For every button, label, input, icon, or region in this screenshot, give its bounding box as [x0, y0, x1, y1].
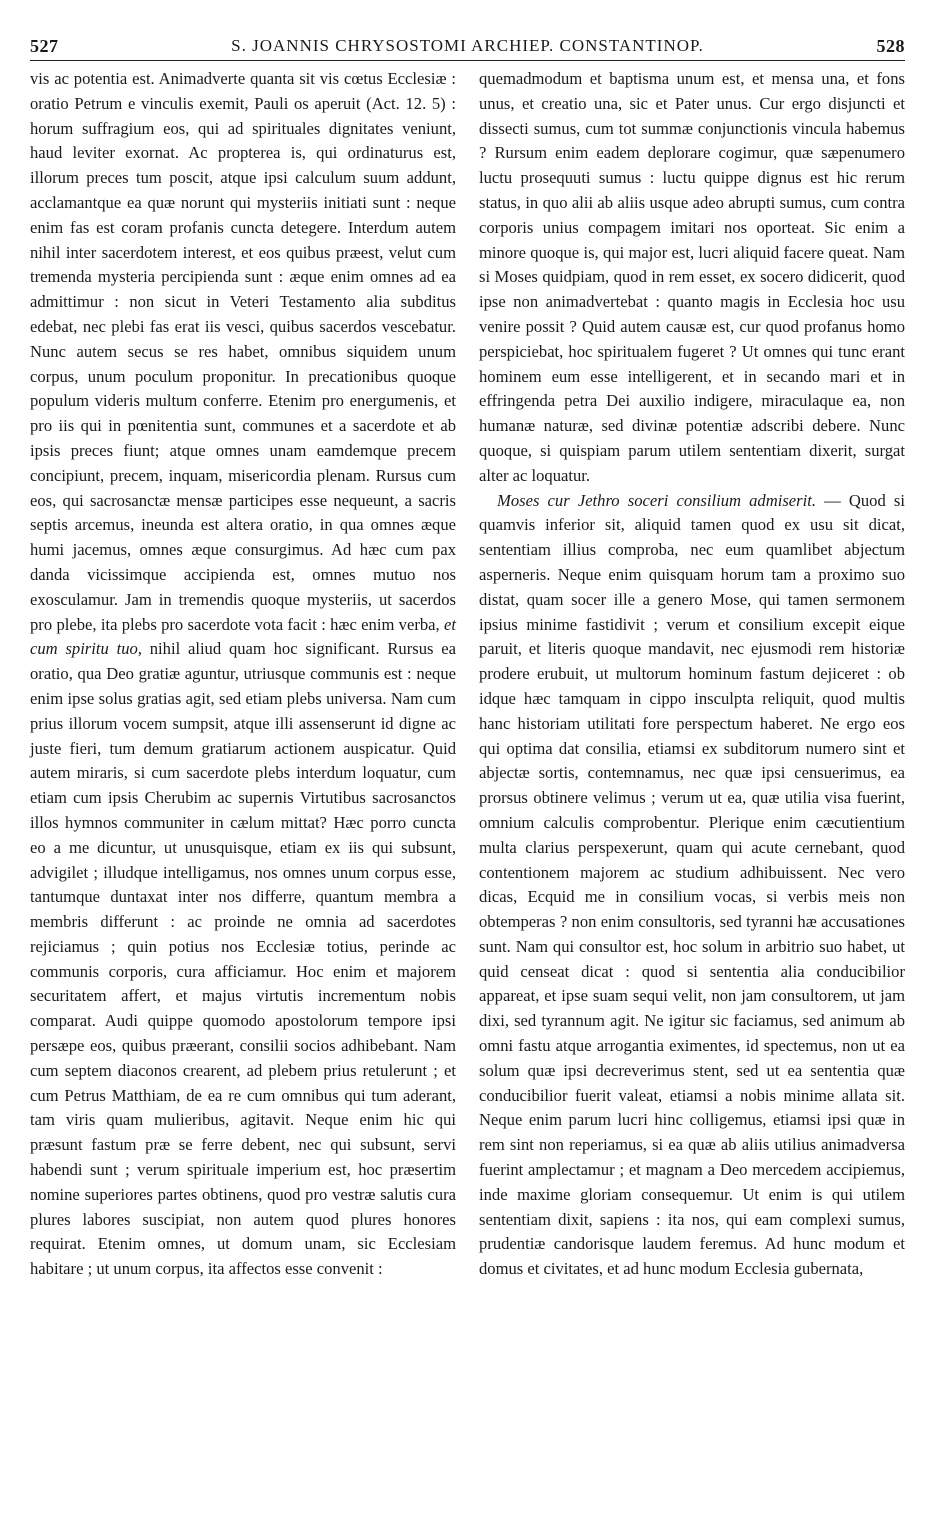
running-title: S. JOANNIS CHRYSOSTOMI ARCHIEP. CONSTANTINOP. [231, 36, 704, 55]
page-number-left: 527 [30, 36, 59, 56]
running-header [30, 30, 905, 61]
left-text-2: nihil aliud quam hoc significant. Rursus ea oratio, qua Deo gratiæ aguntur, utriusque communis est : neque enim ipse solus gratias agit, sed etiam plebs universa. Nam cum prius illorum vocem sumpsit, atque illi assenserunt id digne ac juste fieri, tum demum gratiarum actionem auspicatur. Quid autem miraris, si cum sacerdote plebs interdum loquatur, cum etiam cum ipsis Cherubim ac supernis Virtutibus sacrosanctos illos hymnos communiter in cælum mittat? Hæc porro cuncta eo a me dicuntur, ut unusquisque, etiam ex iis qui subsunt, advigilet ; illudque intelligamus, nos omnes unum corpus esse, tantumque duntaxat inter nos differre, quantum membra a membris differunt : ac proinde ne omnia ad sacerdotes rejiciamus ; quin potius nos Ecclesiæ totius, perinde ac communis corporis, cura afficiamur. Hoc enim et majorem securitatem affert, et majus virtutis incrementum nobis comparat. Audi quippe quomodo apostolorum tempore ipsi persæpe eos, quibus præerant, consilii socios adhibebant. Nam cum septem diaconos crearent, ad plebem prius retulerunt ; et cum Petrus Matthiam, de ea re cum omnibus qui tum aderant, tam viris quam mulieribus, agitavit. Neque enim hic qui præsunt fastum præ se ferre debent, nec qui subsunt, servi habendi sunt ; verum spirituale imperium est, hoc præsertim nomine superiores partes obtinens, quod pro vestræ salutis cura plures labores suscipiat, non autem quod plures honores requirat. Etenim omnes, ut domum unam, sic Ecclesiam habitare ; ut unum corpus, ita affectos esse convenit : [30, 639, 456, 1279]
right-column [479, 67, 905, 1282]
left-text-1: vis ac potentia est. Animadverte quanta sit vis cœtus Ecclesiæ : oratio Petrum e vinculis exemit, Pauli os aperuit (Act. 12. 5) : horum suffragium eos, qui ad spirituales dignitates veniunt, haud leviter exornat. Ac propterea is, qui ordinaturus est, illorum preces tum poscit, atque ipsi calculum suum addunt, acclamantque ea quæ norunt qui mysteriis initiati sunt : neque enim fas est coram profanis cuncta detegere. Interdum autem nihil inter sacerdotem interest, et eos quibus præest, velut cum tremenda mysteria percipienda sunt : æque enim omnes ad ea admittimur : non sicut in Veteri Testamento alia subditus edebat, nec plebi fas erat iis vesci, quibus sacerdos vescebatur. Nunc autem secus se res habet, omnibus siquidem unum corpus, unum poculum proponitur. In precationibus quoque populum videris multum conferre. Etenim pro energumenis, et pro iis qui in pœnitentia sunt, communes et a sacerdote et ab ipsis preces fiunt; atque omnes unam eamdemque precem concipiunt, precem, inquam, misericordia plenam. Rursus cum eos, qui sacrosanctæ mensæ participes esse nequeunt, a sacris septis arcemus, ineunda est altera oratio, in qua omnes æque humi jacemus, omnes æque consurgimus. Ad hæc cum pax danda vicissimque accipienda est, omnes mutuo nos exosculamur. Jam in tremendis quoque mysteriis, ut sacerdos pro plebe, ita plebs pro sacerdote vota facit : hæc enim verba, [30, 69, 456, 634]
two-column-body [30, 67, 905, 1282]
right-paragraph-2 [479, 489, 905, 1283]
right-paragraph-1: quemadmodum et baptisma unum est, et mensa una, et fons unus, et creatio una, sic et Pater unus. Cur ergo disjuncti et dissecti sumus, cum tot summæ conjunctionis vincula habemus ? Rursum enim eadem deplorare cogimur, quæ sæpenumero luctu prosequuti sumus : luctu quippe dignus est hic rerum status, in quo alii ab aliis usque adeo abrupti sumus, cum contra corporis unius compagem imitari nos oporteat. Sic enim a minore quoque is, qui major est, lucri aliquid facere queat. Nam si Moses quidpiam, quod in rem esset, ex socero didicerit, quod ipse non animadvertebat : quanto magis in Ecclesia hoc usu venire possit ? Quid autem causæ est, cur quod profanus homo perspiciebat, hoc spiritualem fugeret ? Ut omnes qui tunc erant hominem eum esse intelligerent, et in secando mari et in effringenda petra Dei auxilio indigere, miraculaque ea, non humanæ naturæ, sed divinæ potentiæ adscribi debere. Nunc quoque, si quispiam parum utilem sententiam dixerit, surgat alter ac loquatur. [479, 69, 905, 485]
left-paragraph [30, 67, 456, 1282]
page-number-right: 528 [876, 36, 905, 56]
left-italic-phrase: et cum spiritu tuo, [30, 614, 456, 659]
section-subheading: Moses cur Jethro soceri consilium admiserit. [497, 490, 816, 510]
right-text-2: — Quod si quamvis inferior sit, aliquid tamen quod ex usu sit dicat, sententiam illius comproba, nec eum quamlibet abjectum asperneris. Neque enim quisquam horum tam a proximo suo distat, quam socer ille a genero Mose, qui tamen sermonem ipsius minime fastidivit ; verum et consilium excepit eique paruit, et literis quoque mandavit, nec ejusmodi rem historiæ prodere erubuit, ut multorum hominum fastum dejiceret : ob idque hæc tamquam in cippo insculpta reliquit, quod multis hanc historiam utilitati fore perspectum haberet. Ne ergo eos qui optima dat consilia, etiamsi ex subditorum numero sint et abjectæ sortis, contemnamus, nec quæ ipsi censuerimus, ea prorsus obtinere velimus ; verum ut ea, quæ utilia visa fuerint, omnium calculis comprobentur. Plerique enim cæcutientium multa clarius perspexerunt, quam qui acute cernebant, quod contentionem majorem ac studium adhibuissent. Nec vero dicas, Ecquid me in consilium vocas, si verbis meis non obtemperas ? non enim consultoris, sed tyranni hæ accusationes sunt. Nam qui consultor est, hoc solum in arbitrio suo habet, ut quid censeat dicat : quod si sententia alia conducibilior appareat, et ipse suam sequi velit, non jam consultorem, ut jam dixi, sed tyrannum agit. Ne igitur sic faciamus, sed animum ab omni fastu atque arrogantia eximentes, id spectemus, non ut ea solum quæ ipsi decreverimus stent, sed ut ea sententia quæ conducibilior fuerit valeat, etiamsi a nobis minime allata sit. Neque enim parum lucri hinc colligemus, etiamsi ipsi quæ in rem sint non reperiamus, si ea quæ ab aliis utilius animadversa fuerint amplectamur ; et magnam a Deo mercedem accipiemus, inde maxime gloriam consequemur. Ut enim is qui utilem sententiam dixit, sapiens : ita nos, qui eam complexi sumus, prudentiæ candorisque laudem feremus. Ad hunc modum et domus et civitates, et ad hunc modum Ecclesia gubernata, [479, 490, 905, 1279]
left-column [30, 67, 456, 1282]
